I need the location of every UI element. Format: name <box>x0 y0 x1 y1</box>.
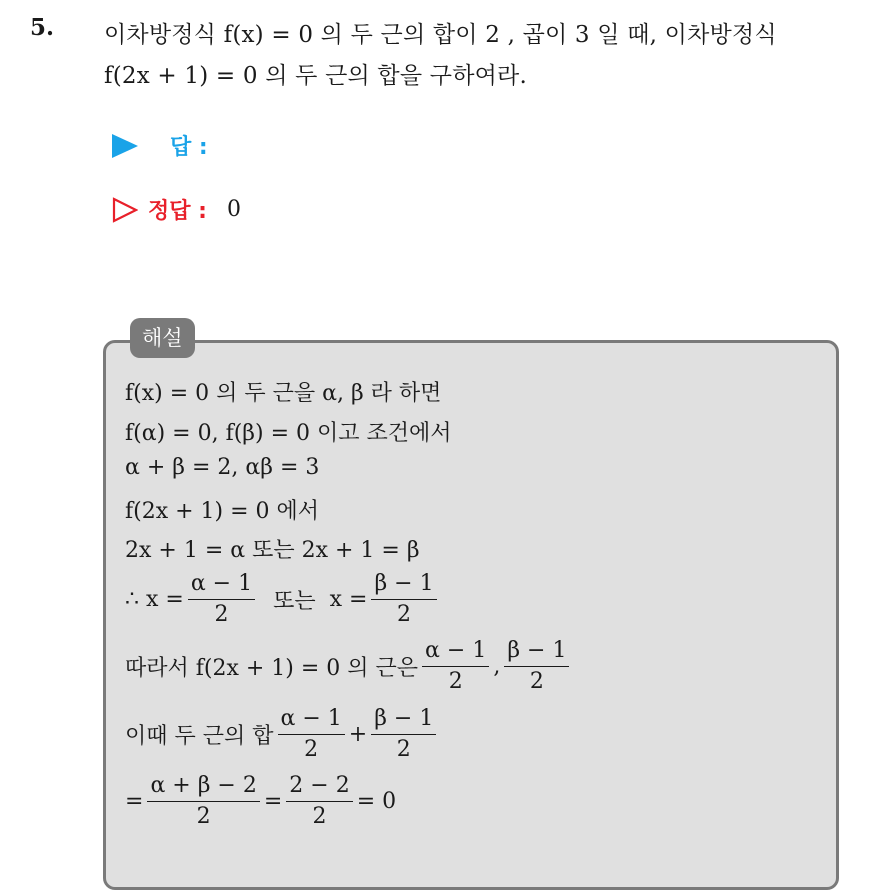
solution-line-6 <box>125 573 441 626</box>
play-triangle-icon <box>112 134 138 158</box>
fraction-numerator: β − 1 <box>504 640 569 667</box>
fraction <box>371 573 436 626</box>
fraction <box>371 708 436 761</box>
line6-connector: 또는 <box>273 589 316 614</box>
line8-plus: + <box>348 722 368 747</box>
fraction-numerator: β − 1 <box>371 573 436 600</box>
fraction-numerator: α − 1 <box>422 640 489 667</box>
solution-line-4: f(2x + 1) = 0 에서 <box>125 499 320 524</box>
answer-row <box>112 130 208 161</box>
outline-triangle-icon <box>112 197 138 223</box>
solution-tag: 해설 <box>130 318 195 358</box>
line6-prefix: ∴ x = <box>125 587 184 612</box>
question-number: 5. <box>30 14 55 41</box>
solution-line-9 <box>125 775 396 828</box>
fraction <box>286 775 352 828</box>
line8-prefix: 이때 두 근의 합 <box>125 724 274 749</box>
fraction-denominator: 2 <box>397 602 412 627</box>
line7-separator: , <box>493 654 501 679</box>
fraction <box>504 640 569 693</box>
fraction-numerator: α − 1 <box>188 573 255 600</box>
solution-line-2: f(α) = 0, f(β) = 0 이고 조건에서 <box>125 421 452 446</box>
fraction-denominator: 2 <box>448 669 463 694</box>
solution-line-3: α + β = 2, αβ = 3 <box>125 455 320 480</box>
line6-mid: x = <box>329 587 368 612</box>
solution-line-7 <box>125 640 573 693</box>
fraction-numerator: α + β − 2 <box>147 775 259 802</box>
correct-answer-label: 정답 : <box>148 199 207 224</box>
fraction-denominator: 2 <box>214 602 229 627</box>
fraction-numerator: α − 1 <box>278 708 345 735</box>
fraction-numerator: 2 − 2 <box>286 775 352 802</box>
correct-answer-value: 0 <box>226 197 241 222</box>
fraction-denominator: 2 <box>196 804 211 829</box>
fraction-denominator: 2 <box>529 669 544 694</box>
fraction <box>422 640 489 693</box>
fraction-denominator: 2 <box>304 737 319 762</box>
solution-line-8 <box>125 708 440 761</box>
fraction <box>147 775 259 828</box>
correct-answer-row <box>112 194 241 225</box>
fraction-denominator: 2 <box>312 804 327 829</box>
fraction-denominator: 2 <box>396 737 411 762</box>
fraction <box>188 573 255 626</box>
line9-result: = 0 <box>356 789 397 814</box>
line9-eq2: = <box>263 789 283 814</box>
line9-eq1: = <box>125 789 144 814</box>
line7-prefix: 따라서 f(2x + 1) = 0 의 근은 <box>125 656 419 681</box>
question-text-line1: 이차방정식 f(x) = 0 의 두 근의 합이 2 , 곱이 3 일 때, 이차방정식 <box>104 22 777 48</box>
fraction-numerator: β − 1 <box>371 708 436 735</box>
answer-label: 답 : <box>170 135 208 160</box>
solution-line-1: f(x) = 0 의 두 근을 α, β 라 하면 <box>125 381 442 406</box>
solution-line-5: 2x + 1 = α 또는 2x + 1 = β <box>125 538 420 563</box>
question-text-line2: f(2x + 1) = 0 의 두 근의 합을 구하여라. <box>104 63 527 89</box>
fraction <box>278 708 345 761</box>
